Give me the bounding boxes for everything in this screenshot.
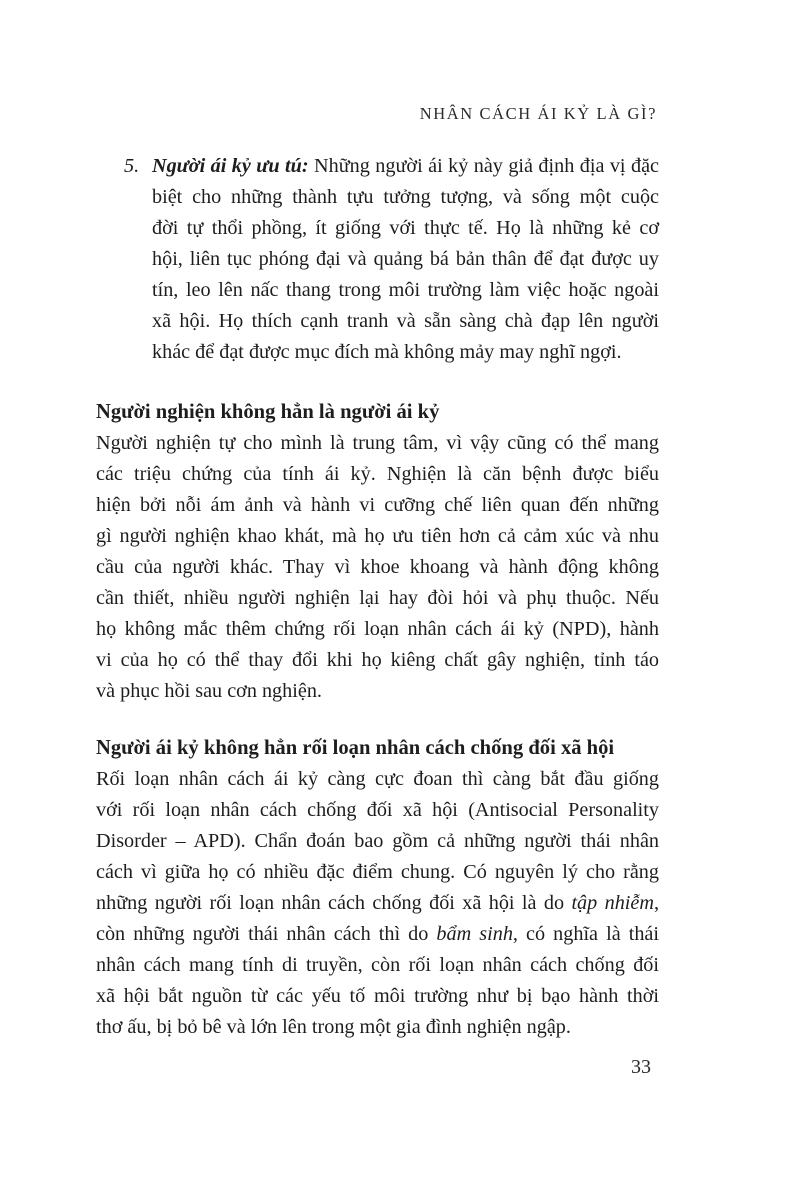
paragraph-line: xã hội bắt nguồn từ các yếu tố môi trường như bị bạo hành thời [96, 985, 659, 1007]
paragraph-line: nhân cách mang tính di truyền, còn rối loạn nhân cách chống đối [96, 954, 659, 976]
section-antisocial [96, 733, 659, 1043]
section-heading: Người ái kỷ không hẳn rối loạn nhân cách chống đối xã hội [96, 737, 615, 759]
paragraph-text: những người rối loạn nhân cách chống đối xã hội là do [96, 892, 572, 914]
section-addicts [96, 397, 659, 707]
paragraph-line [96, 919, 659, 950]
page-number: 33 [631, 1056, 651, 1078]
list-item-number: 5. [124, 155, 140, 177]
paragraph-line: các triệu chứng của tính ái kỷ. Nghiện là căn bệnh được biểu [96, 463, 659, 485]
paragraph-line: vi của họ có thể thay đổi khi họ kiêng chất gây nghiện, tỉnh táo [96, 649, 659, 671]
list-item-line [152, 151, 659, 182]
list-item-line: tín, leo lên nấc thang trong môi trường làm việc hoặc ngoài [152, 279, 659, 301]
paragraph-line: cách vì giữa họ có nhiều đặc điểm chung. Có nguyên lý cho rằng [96, 861, 659, 883]
list-item-line: biệt cho những thành tựu tưởng tượng, và sống một cuộc [152, 186, 659, 208]
running-header: NHÂN CÁCH ÁI KỶ LÀ GÌ? [419, 104, 657, 123]
list-item-text [152, 151, 659, 368]
paragraph-line: Rối loạn nhân cách ái kỷ càng cực đoan thì càng bắt đầu giống [96, 768, 659, 790]
section-heading: Người nghiện không hẳn là người ái kỷ [96, 401, 440, 423]
paragraph-line: Người nghiện tự cho mình là trung tâm, vì vậy cũng có thể mang [96, 432, 659, 454]
paragraph-text: , có nghĩa là thái [512, 923, 659, 945]
paragraph-line: và phục hồi sau cơn nghiện. [96, 680, 322, 702]
emphasis-text: bẩm sinh [436, 923, 513, 945]
paragraph-line: cầu của người khác. Thay vì khoe khoang và hành động không [96, 556, 659, 578]
list-item-line: xã hội. Họ thích cạnh tranh và sẵn sàng chà đạp lên người [152, 310, 659, 332]
emphasis-text: tập nhiễm [571, 892, 654, 914]
paragraph-text: , [653, 892, 659, 914]
list-item-line: khác để đạt được mục đích mà không mảy may nghĩ ngợi. [152, 341, 622, 363]
paragraph-line: họ không mắc thêm chứng rối loạn nhân cách ái kỷ (NPD), hành [96, 618, 659, 640]
paragraph-line: thơ ấu, bị bỏ bê và lớn lên trong một gia đình nghiện ngập. [96, 1016, 571, 1038]
paragraph-line [96, 888, 659, 919]
paragraph-line: hiện bởi nỗi ám ảnh và hành vi cưỡng chế liên quan đến những [96, 494, 659, 516]
list-item-term: Người ái kỷ ưu tú: [152, 155, 309, 177]
list-item-line-text: Những người ái kỷ này giả định địa vị đặc [308, 155, 659, 177]
paragraph-line: Disorder – APD). Chẩn đoán bao gồm cả những người thái nhân [96, 830, 659, 852]
list-item-line: hội, liên tục phóng đại và quảng bá bản thân để đạt được uy [152, 248, 659, 270]
paragraph-line: gì người nghiện khao khát, mà họ ưu tiên hơn cả cảm xúc và nhu [96, 525, 659, 547]
list-item-line: đời tự thổi phồng, ít giống với thực tế. Họ là những kẻ cơ [152, 217, 659, 239]
paragraph-line: cần thiết, nhiều người nghiện lại hay đòi hỏi và phụ thuộc. Nếu [96, 587, 659, 609]
paragraph-line: với rối loạn nhân cách chống đối xã hội (Antisocial Personality [96, 799, 659, 821]
paragraph-text: còn những người thái nhân cách thì do [96, 923, 437, 945]
